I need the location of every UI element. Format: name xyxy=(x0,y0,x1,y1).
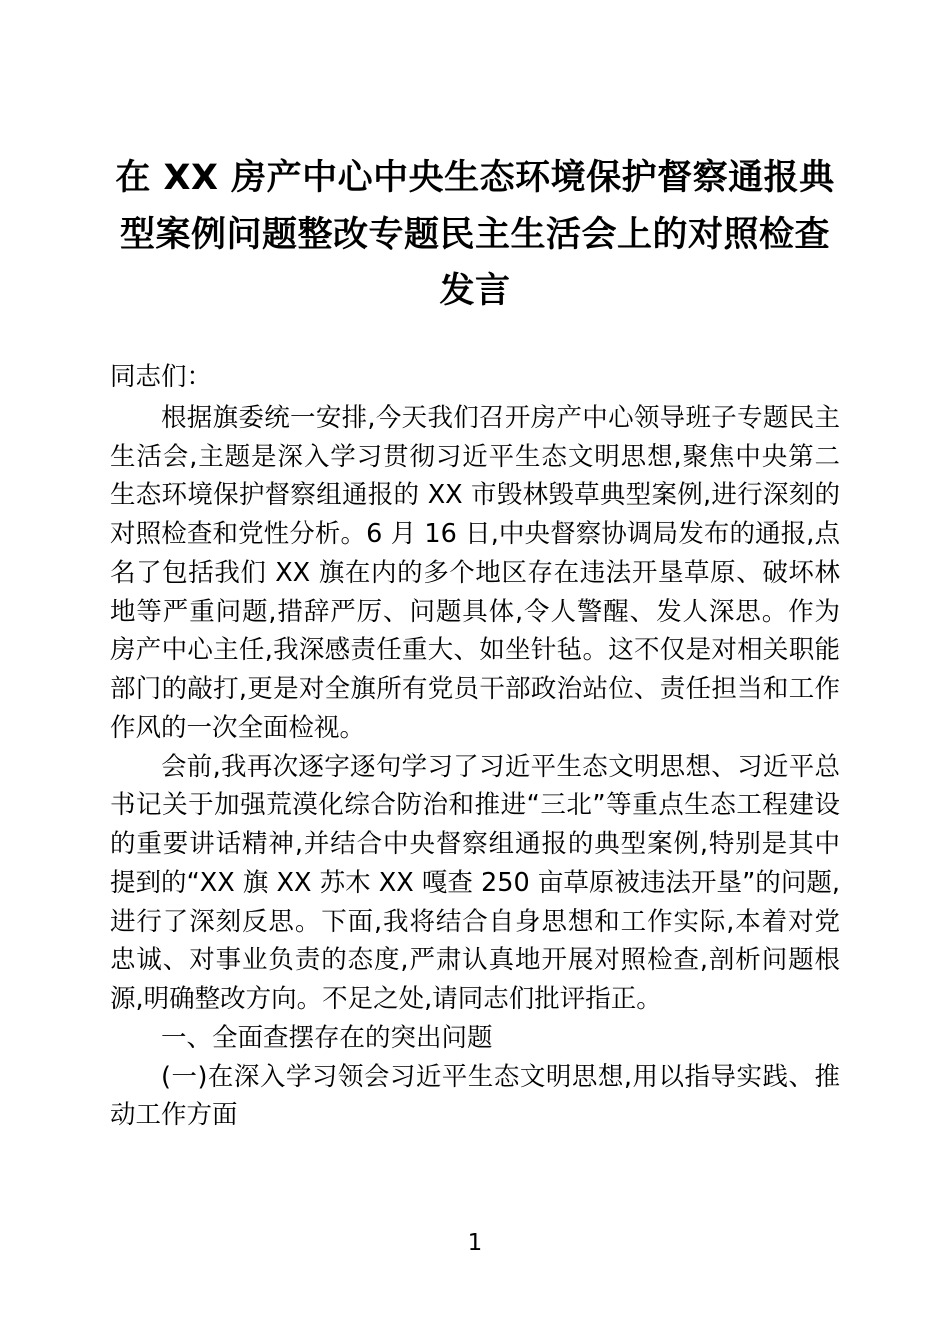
paragraph-2: 会前,我再次逐字逐句学习了习近平生态文明思想、习近平总书记关于加强荒漠化综合防治和推进“三北”等重点生态工程建设的重要讲话精神,并结合中央督察组通报的典型案例,特别是其中提到的“XX 旗 XX 苏木 XX 嘎查 250 亩草原被违法开垦”的问题,进行了深刻反思。下面,我将结合自身思想和工作实际,本着对党忠诚、对事业负责的态度,严肃认真地开展对照检查,剖析问题根源,明确整改方向。不足之处,请同志们批评指正。 xyxy=(110,751,840,1015)
page-title: 在 XX 房产中心中央生态环境保护督察通报典型案例问题整改专题民主生活会上的对照检查发言 xyxy=(115,158,835,312)
salutation: 同志们： xyxy=(110,362,213,393)
subsection-heading-1: (一)在深入学习领会习近平生态文明思想,用以指导实践、推动工作方面 xyxy=(110,1061,840,1131)
section-heading-1: 一、全面查摆存在的突出问题 xyxy=(161,1022,493,1053)
paragraph-1: 根据旗委统一安排,今天我们召开房产中心领导班子专题民主生活会,主题是深入学习贯彻习近平生态文明思想,聚焦中央第二生态环境保护督察组通报的 XX 市毁林毁草典型案例,进行深刻的对照检查和党性分析。6 月 16 日,中央督察协调局发布的通报,点名了包括我们 XX 旗在内的多个地区存在违法开垦草原、破坏林地等严重问题,措辞严厉、问题具体,令人警醒、发人深思。作为房产中心主任,我深感责任重大、如坐针毡。这不仅是对相关职能部门的敲打,更是对全旗所有党员干部政治站位、责任担当和工作作风的一次全面检视。 xyxy=(110,402,840,743)
page-number: 1 xyxy=(467,1230,483,1256)
